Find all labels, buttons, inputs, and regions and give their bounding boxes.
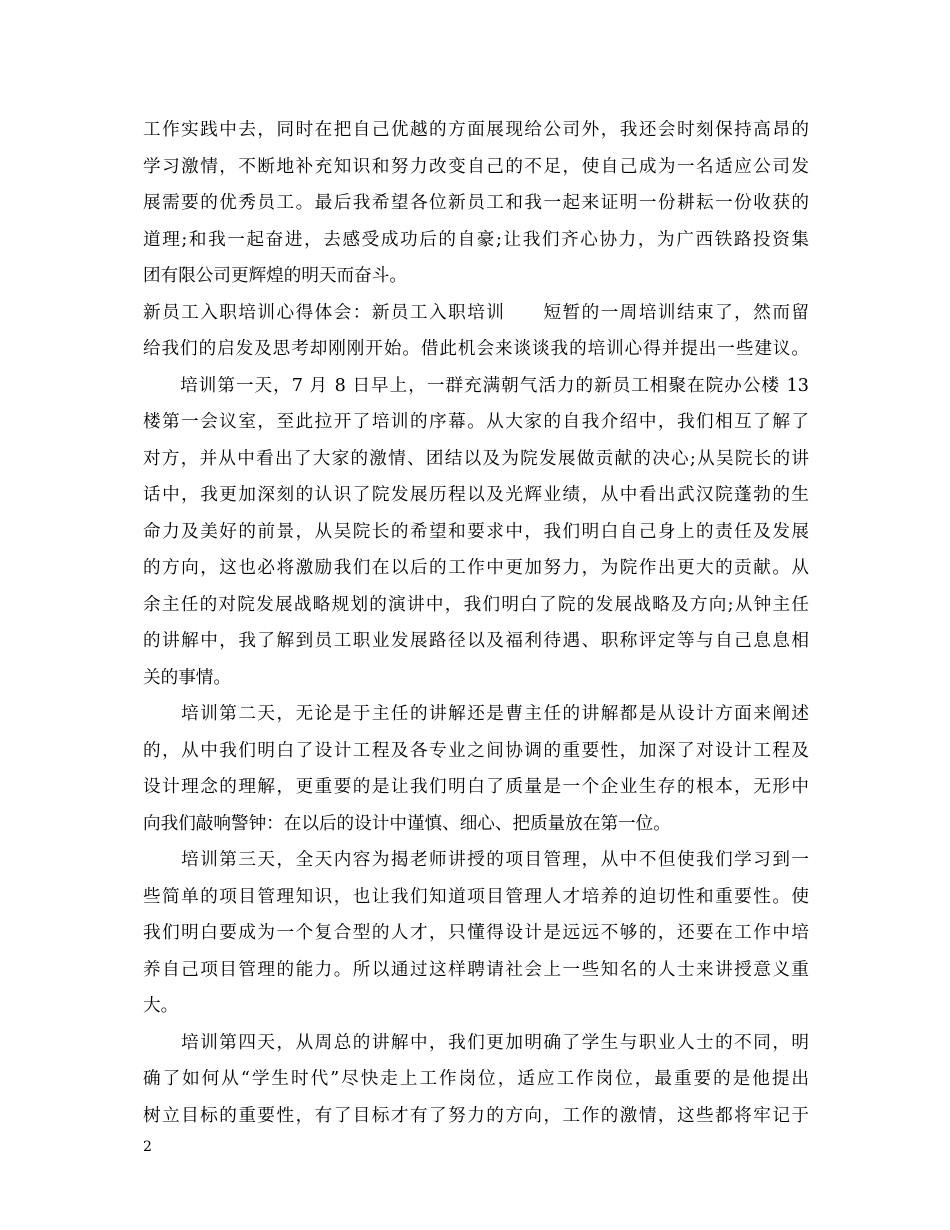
text-line: 些简单的项目管理知识，也让我们知道项目管理人才培养的迫切性和重要性。使 — [143, 886, 809, 907]
text-line: 的讲解中，我了解到员工职业发展路径以及福利待遇、职称评定等与自己息息相 — [143, 631, 809, 651]
paragraph-start-line: 培训第四天，从周总的讲解中，我们更加明确了学生与职业人士的不同，明 — [143, 1032, 809, 1053]
text-line: 话中，我更加深刻的认识了院发展历程以及光辉业绩，从中看出武汉院蓬勃的生 — [143, 485, 809, 505]
text-line: 命力及美好的前景，从吴院长的希望和要求中，我们明白自己身上的责任及发展 — [143, 521, 809, 542]
text-line: 道理;和我一起奋进，去感受成功后的自豪;让我们齐心协力，为广西铁路投资集 — [143, 229, 809, 250]
text-line: 确了如何从“学生时代”尽快走上工作岗位，适应工作岗位，最重要的是他提出 — [143, 1069, 809, 1089]
text-line: 养自己项目管理的能力。所以通过这样聘请社会上一些知名的人士来讲授意义重 — [143, 959, 809, 980]
text-line: 学习激情，不断地补充知识和努力改变自己的不足，使自己成为一名适应公司发 — [143, 156, 809, 177]
text-line: 余主任的对院发展战略规划的演讲中，我们明白了院的发展战略及方向;从钟主任 — [143, 594, 809, 615]
text-line: 树立目标的重要性，有了目标才有了努力的方向，工作的激情，这些都将牢记于 — [143, 1105, 809, 1126]
text-line: 关的事情。 — [143, 667, 231, 688]
text-line: 的，从中我们明白了设计工程及各专业之间协调的重要性，加深了对设计工程及 — [143, 740, 809, 761]
text-line: 向我们敲响警钟：在以后的设计中谨慎、细心、把质量放在第一位。 — [143, 813, 671, 834]
text-line: 楼第一会议室，至此拉开了培训的序幕。从大家的自我介绍中，我们相互了解了 — [143, 412, 809, 432]
text-line: 展需要的优秀员工。最后我希望各位新员工和我一起来证明一份耕耘一份收获的 — [143, 193, 809, 213]
text-line: 工作实践中去，同时在把自己优越的方面展现给公司外，我还会时刻保持高昂的 — [143, 120, 809, 140]
text-line: 给我们的启发及思考却刚刚开始。借此机会来谈谈我的培训心得并提出一些建议。 — [143, 339, 809, 359]
page-number: 2 — [143, 1139, 152, 1155]
section-heading-line: 新员工入职培训心得体会：新员工入职培训 短暂的一周培训结束了，然而留 — [143, 302, 809, 323]
text-line: 大。 — [143, 996, 179, 1016]
text-line: 团有限公司更辉煌的明天而奋斗。 — [143, 266, 407, 286]
paragraph-start-line: 培训第二天，无论是于主任的讲解还是曹主任的讲解都是从设计方面来阐述 — [143, 704, 809, 724]
document-body — [143, 112, 809, 1134]
text-line: 的方向，这也必将激励我们在以后的工作中更加努力，为院作出更大的贡献。从 — [143, 558, 809, 578]
text-line: 设计理念的理解，更重要的是让我们明白了质量是一个企业生存的根本，无形中 — [143, 777, 809, 797]
text-line: 对方，并从中看出了大家的激情、团结以及为院发展做贡献的决心;从吴院长的讲 — [143, 448, 809, 469]
paragraph-start-line: 培训第三天，全天内容为揭老师讲授的项目管理，从中不但使我们学习到一 — [143, 850, 809, 870]
paragraph-start-line: 培训第一天，7 月 8 日早上，一群充满朝气活力的新员工相聚在院办公楼 13 — [143, 375, 809, 396]
text-line: 我们明白要成为一个复合型的人才，只懂得设计是远远不够的，还要在工作中培 — [143, 923, 809, 943]
